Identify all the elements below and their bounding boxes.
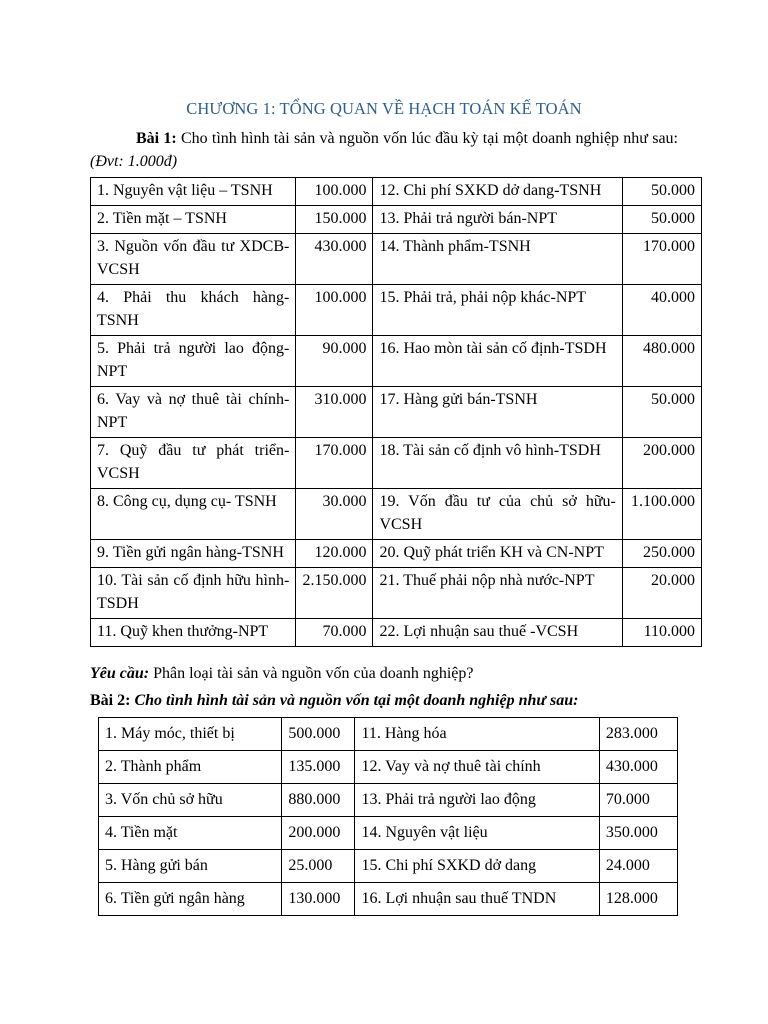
- table-row: [99, 817, 678, 850]
- bai2-intro: [90, 692, 578, 710]
- value-cell: 120.000: [296, 540, 373, 568]
- value-cell: 170.000: [622, 234, 701, 285]
- value-cell: 250.000: [622, 540, 701, 568]
- item-cell: 10. Tài sản cố định hữu hình-TSDH: [91, 568, 296, 619]
- value-cell: 430.000: [296, 234, 373, 285]
- item-cell: 11. Hàng hóa: [355, 718, 599, 751]
- item-cell: 14. Nguyên vật liệu: [355, 817, 599, 850]
- item-cell: 4. Phải thu khách hàng-TSNH: [91, 285, 296, 336]
- bai1-label: Bài 1:: [136, 130, 177, 147]
- value-cell: 50.000: [622, 387, 701, 438]
- value-cell: 90.000: [296, 336, 373, 387]
- table-row: [91, 336, 702, 387]
- item-cell: 6. Vay và nợ thuê tài chính-NPT: [91, 387, 296, 438]
- table-row: [91, 568, 702, 619]
- item-cell: 17. Hàng gửi bán-TSNH: [373, 387, 622, 438]
- value-cell: 130.000: [282, 883, 355, 916]
- value-cell: 170.000: [296, 438, 373, 489]
- item-cell: 12. Vay và nợ thuê tài chính: [355, 751, 599, 784]
- table-bai1: [90, 177, 702, 647]
- bai1-intro: [90, 127, 678, 173]
- item-cell: 20. Quỹ phát triển KH và CN-NPT: [373, 540, 622, 568]
- item-cell: 15. Phải trả, phải nộp khác-NPT: [373, 285, 622, 336]
- item-cell: 9. Tiền gửi ngân hàng-TSNH: [91, 540, 296, 568]
- value-cell: 283.000: [599, 718, 677, 751]
- value-cell: 100.000: [296, 178, 373, 206]
- requirement: [90, 665, 473, 683]
- requirement-label: Yêu cầu:: [90, 665, 150, 682]
- item-cell: 22. Lợi nhuận sau thuế -VCSH: [373, 619, 622, 647]
- item-cell: 21. Thuế phải nộp nhà nước-NPT: [373, 568, 622, 619]
- requirement-text: Phân loại tài sản và nguồn vốn của doanh nghiệp?: [149, 665, 474, 682]
- value-cell: 70.000: [296, 619, 373, 647]
- value-cell: 1.100.000: [622, 489, 701, 540]
- value-cell: 20.000: [622, 568, 701, 619]
- item-cell: 15. Chi phí SXKD dở dang: [355, 850, 599, 883]
- table-row: [91, 234, 702, 285]
- item-cell: 1. Nguyên vật liệu – TSNH: [91, 178, 296, 206]
- item-cell: 13. Phải trả người bán-NPT: [373, 206, 622, 234]
- item-cell: 1. Máy móc, thiết bị: [99, 718, 282, 751]
- value-cell: 150.000: [296, 206, 373, 234]
- value-cell: 880.000: [282, 784, 355, 817]
- table-row: [91, 619, 702, 647]
- value-cell: 100.000: [296, 285, 373, 336]
- item-cell: 2. Thành phẩm: [99, 751, 282, 784]
- value-cell: 50.000: [622, 178, 701, 206]
- table-bai2: [98, 717, 678, 916]
- table-row: [91, 438, 702, 489]
- item-cell: 16. Hao mòn tài sản cố định-TSDH: [373, 336, 622, 387]
- item-cell: 11. Quỹ khen thưởng-NPT: [91, 619, 296, 647]
- value-cell: 2.150.000: [296, 568, 373, 619]
- item-cell: 16. Lợi nhuận sau thuế TNDN: [355, 883, 599, 916]
- chapter-title: CHƯƠNG 1: TỔNG QUAN VỀ HẠCH TOÁN KẾ TOÁN: [186, 99, 582, 118]
- table-bai2-body: [99, 718, 678, 916]
- table-row: [91, 489, 702, 540]
- bai2-label: Bài 2:: [90, 692, 131, 709]
- item-cell: 3. Vốn chủ sở hữu: [99, 784, 282, 817]
- value-cell: 25.000: [282, 850, 355, 883]
- value-cell: 430.000: [599, 751, 677, 784]
- bai1-unit: (Đvt: 1.000đ): [90, 153, 178, 170]
- item-cell: 8. Công cụ, dụng cụ- TSNH: [91, 489, 296, 540]
- value-cell: 135.000: [282, 751, 355, 784]
- table-row: [99, 751, 678, 784]
- value-cell: 70.000: [599, 784, 677, 817]
- item-cell: 7. Quỹ đầu tư phát triển-VCSH: [91, 438, 296, 489]
- value-cell: 200.000: [282, 817, 355, 850]
- value-cell: 30.000: [296, 489, 373, 540]
- item-cell: 13. Phải trả người lao động: [355, 784, 599, 817]
- value-cell: 110.000: [622, 619, 701, 647]
- item-cell: 3. Nguồn vốn đầu tư XDCB-VCSH: [91, 234, 296, 285]
- bai2-text: Cho tình hình tài sản và nguồn vốn tại một doanh nghiệp như sau:: [130, 692, 579, 709]
- table-row: [99, 718, 678, 751]
- table-row: [91, 540, 702, 568]
- value-cell: 24.000: [599, 850, 677, 883]
- table-row: [91, 285, 702, 336]
- value-cell: 40.000: [622, 285, 701, 336]
- item-cell: 5. Hàng gửi bán: [99, 850, 282, 883]
- item-cell: 6. Tiền gửi ngân hàng: [99, 883, 282, 916]
- table-row: [91, 387, 702, 438]
- table-row: [99, 784, 678, 817]
- value-cell: 200.000: [622, 438, 701, 489]
- item-cell: 19. Vốn đầu tư của chủ sở hữu-VCSH: [373, 489, 622, 540]
- value-cell: 350.000: [599, 817, 677, 850]
- table-row: [91, 178, 702, 206]
- item-cell: 12. Chi phí SXKD dở dang-TSNH: [373, 178, 622, 206]
- value-cell: 500.000: [282, 718, 355, 751]
- item-cell: 5. Phải trả người lao động-NPT: [91, 336, 296, 387]
- item-cell: 18. Tài sản cố định vô hình-TSDH: [373, 438, 622, 489]
- item-cell: 2. Tiền mặt – TSNH: [91, 206, 296, 234]
- value-cell: 50.000: [622, 206, 701, 234]
- item-cell: 4. Tiền mặt: [99, 817, 282, 850]
- table-row: [91, 206, 702, 234]
- value-cell: 128.000: [599, 883, 677, 916]
- table-bai1-body: [91, 178, 702, 647]
- bai1-text: Cho tình hình tài sản và nguồn vốn lúc đầu kỳ tại một doanh nghiệp như sau:: [176, 130, 678, 147]
- value-cell: 480.000: [622, 336, 701, 387]
- value-cell: 310.000: [296, 387, 373, 438]
- table-row: [99, 850, 678, 883]
- item-cell: 14. Thành phẩm-TSNH: [373, 234, 622, 285]
- table-row: [99, 883, 678, 916]
